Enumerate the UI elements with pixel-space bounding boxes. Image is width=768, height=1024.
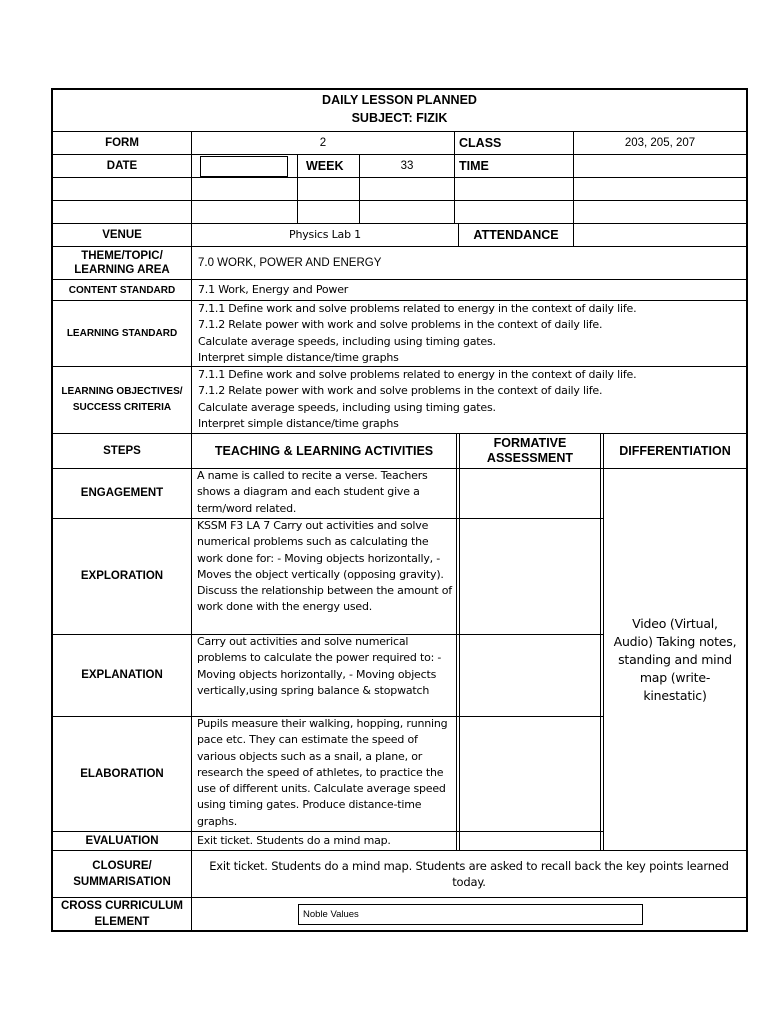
step-engagement-label: ENGAGEMENT [80,487,164,499]
learning-standard-line: 7.1.1 Define work and solve problems related to energy in the context of daily life. [198,302,637,315]
date-input[interactable] [200,156,288,177]
steps-header: STEPS [103,444,141,457]
rule [454,177,455,223]
learning-objective-line: 7.1.1 Define work and solve problems related to energy in the context of daily life. [198,368,637,381]
learning-objective-line: Interpret simple distance/time graphs [198,416,399,430]
rule [191,131,192,930]
step-exploration-activity: KSSM F3 LA 7 Carry out activities and solve numerical problems such as calculating the work done for: - Moving objects horizontally, - Moves the object vertically (opposing gravity). Discuss the relationship between the amount of work done with the energy used. [197,519,452,614]
closure-value: Exit ticket. Students do a mind map. Students are asked to recall back the key points learned today. [209,858,729,889]
venue-label: VENUE [102,228,142,241]
step-elaboration-activity: Pupils measure their walking, hopping, running pace etc. They can estimate the speed of various objects such as a snail, a plane, or research the speed of athletes, to practice the use of different units. Calculate average speed using timing gates. Produce distance-time graphs. [197,717,448,828]
form-label: FORM [105,136,139,149]
rule [456,433,457,850]
rule [51,177,748,178]
cross-curriculum-label: CROSS CURRICULUM ELEMENT [60,900,184,928]
learning-objective-line: Calculate average speeds, including using timing gates. [198,400,496,414]
theme-label: THEME/TOPIC/ LEARNING AREA [74,250,170,276]
border-top [51,88,748,90]
step-elaboration-label: ELABORATION [80,767,164,780]
class-value: 203, 205, 207 [624,136,696,149]
border-right [746,88,748,932]
learning-standard-line: 7.1.2 Relate power with work and solve problems in the context of daily life. [198,318,603,332]
activities-header: TEACHING & LEARNING ACTIVITIES [214,443,434,458]
content-standard-value: 7.1 Work, Energy and Power [198,282,349,296]
learning-objectives-text [198,367,743,433]
differentiation-text: Video (Virtual, Audio) Taking notes, standing and mind map (write-kinestatic) [613,615,737,703]
learning-standard-line: Calculate average speeds, including using timing gates. [198,334,496,348]
date-label: DATE [106,159,138,172]
rule [297,154,298,224]
step-evaluation-activity: Exit ticket. Students do a mind map. [197,833,391,847]
rule [603,433,604,850]
closure-label: CLOSURE/ SUMMARISATION [73,860,171,888]
subject-title: SUBJECT: FIZIK [351,111,448,125]
learning-standard-text [198,301,743,366]
form-value: 2 [319,136,327,149]
week-value: 33 [400,159,414,172]
step-explanation-label: EXPLANATION [81,669,163,681]
rule [600,433,601,850]
venue-value: Physics Lab 1 [289,227,361,241]
step-explanation-activity: Carry out activities and solve numerical problems to calculate the power required to: - Moving objects horizontally, - Moving objects vertically,using spring balance & stopwatch [197,635,442,697]
rule [454,131,455,178]
document-title: DAILY LESSON PLANNED [322,93,477,107]
learning-objective-line: 7.1.2 Relate power with work and solve problems in the context of daily life. [198,384,603,398]
rule [51,200,748,201]
learning-standard-line: Interpret simple distance/time graphs [198,350,399,364]
step-evaluation-label: EVALUATION [85,834,159,847]
theme-value: 7.0 WORK, POWER AND ENERGY [198,256,382,269]
rule [459,433,460,850]
time-label: TIME [459,158,489,173]
learning-objectives-label: LEARNING OBJECTIVES/ SUCCESS CRITERIA [61,386,183,413]
attendance-label: ATTENDANCE [473,227,559,242]
differentiation-header: DIFFERENTIATION [619,443,731,458]
cross-curriculum-field-value: Noble Values [303,909,359,920]
week-label: WEEK [306,158,344,173]
formative-header: FORMATIVE ASSESSMENT [486,436,574,465]
border-bottom [51,930,748,932]
class-label: CLASS [459,135,502,150]
step-exploration-label: EXPLORATION [80,570,164,582]
content-standard-label: CONTENT STANDARD [68,284,176,296]
learning-standard-label: LEARNING STANDARD [66,328,178,339]
step-engagement-activity: A name is called to recite a verse. Teachers shows a diagram and each student give a term/word related. [197,469,428,515]
